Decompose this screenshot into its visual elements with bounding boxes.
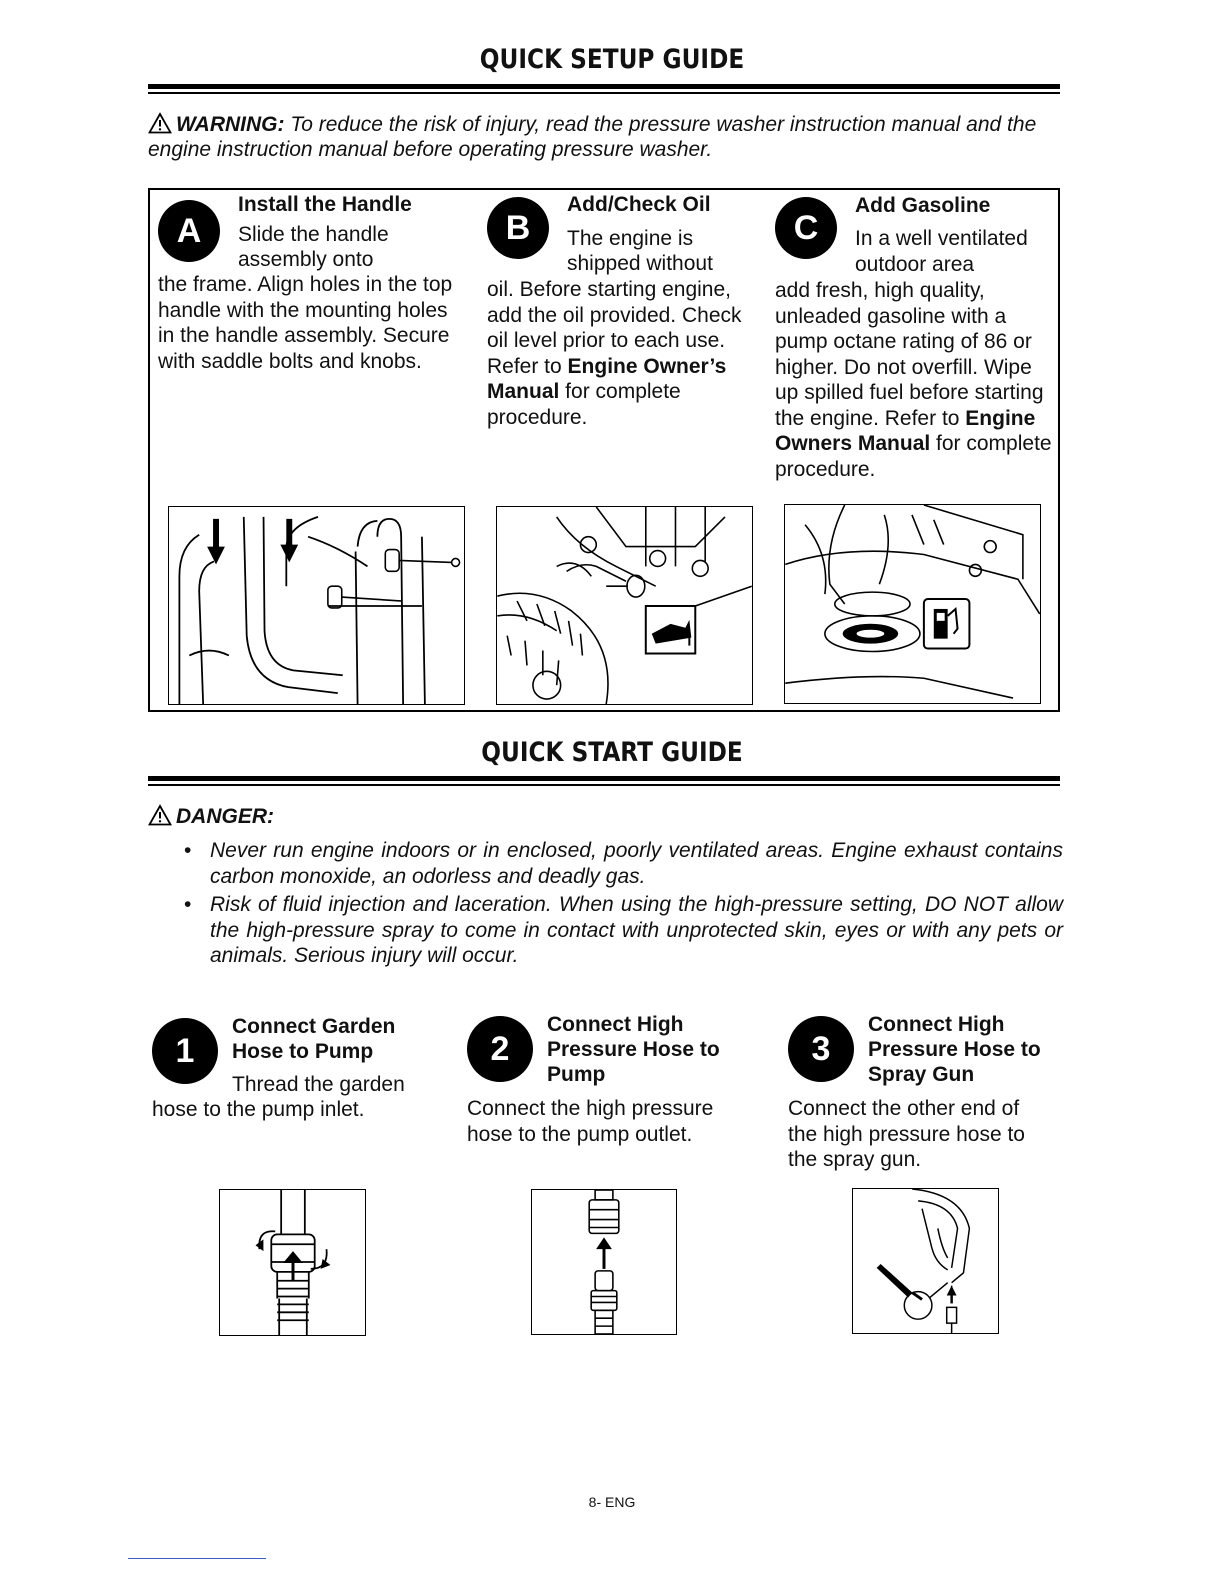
step-c-badge: C xyxy=(775,197,837,259)
step-3-title-line-3: Spray Gun xyxy=(868,1063,975,1086)
setup-title-rule-thick xyxy=(148,84,1060,89)
step-2-title-line-2: Pressure Hose to xyxy=(547,1038,720,1061)
step-a-line-1: Slide the handle xyxy=(238,223,389,246)
step-a-title: Install the Handle xyxy=(238,193,412,216)
step-3-title-line-1: Connect High xyxy=(868,1013,1005,1036)
setup-warning xyxy=(148,112,1068,162)
step-2-title-line-1: Connect High xyxy=(547,1013,684,1036)
pump-outlet-drawing xyxy=(532,1190,676,1334)
garden-hose-drawing xyxy=(220,1190,365,1335)
step-c-line-1: In a well ventilated xyxy=(855,227,1028,250)
step-3-title-line-2: Pressure Hose to xyxy=(868,1038,1041,1061)
garden-hose-illustration xyxy=(219,1189,366,1336)
oil-check-illustration xyxy=(496,506,753,705)
warning-label: WARNING: xyxy=(176,113,285,136)
step-a-text: the frame. Align holes in the top handle with the mounting holes in the handle assembly. Secure with saddle bolts and knobs. xyxy=(158,273,453,373)
warning-triangle-icon xyxy=(148,112,172,134)
spray-gun-illustration xyxy=(852,1188,999,1334)
spray-gun-drawing xyxy=(853,1189,998,1333)
setup-title: QUICK SETUP GUIDE xyxy=(479,44,745,75)
step-b-title: Add/Check Oil xyxy=(567,193,711,216)
oil-check-drawing xyxy=(497,507,752,704)
handle-install-illustration xyxy=(168,506,465,705)
step-c-title: Add Gasoline xyxy=(855,194,991,217)
step-2-badge: 2 xyxy=(467,1016,533,1082)
step-1-badge: 1 xyxy=(152,1018,218,1084)
step-1-text-top: Thread the garden xyxy=(232,1073,405,1096)
step-1-text: hose to the pump inlet. xyxy=(152,1098,365,1121)
step-a-badge: A xyxy=(158,200,220,262)
danger-list xyxy=(150,838,1063,972)
step-3-text: Connect the other end of the high pressure hose to the spray gun. xyxy=(788,1097,1025,1171)
start-title-rule-thin xyxy=(148,784,1060,786)
step-2-text: Connect the high pressure hose to the pump outlet. xyxy=(467,1097,714,1146)
step-1-title-line-2: Hose to Pump xyxy=(232,1040,374,1063)
step-c-line-2: outdoor area xyxy=(855,253,975,276)
step-b-badge: B xyxy=(487,197,549,259)
footer-link-underline xyxy=(128,1558,266,1559)
setup-title-rule-thin xyxy=(148,92,1060,94)
step-b-line-2: shipped without xyxy=(567,252,713,275)
danger-label: DANGER: xyxy=(176,805,274,828)
pump-outlet-illustration xyxy=(531,1189,677,1335)
danger-heading xyxy=(148,804,274,829)
warning-text: To reduce the risk of injury, read the pressure washer instruction manual and the engine instruction manual before operating pressure washer. xyxy=(148,113,1037,161)
step-b-text: oil. Before starting engine, add the oil provided. Check oil level prior to each use. Refer to Engine Owner’s Manual for complete procedure. xyxy=(487,278,742,429)
start-title: QUICK START GUIDE xyxy=(481,737,743,768)
step-b-line-1: The engine is xyxy=(567,227,694,250)
gasoline-drawing xyxy=(785,505,1040,703)
gasoline-illustration xyxy=(784,504,1041,704)
step-2-title-line-3: Pump xyxy=(547,1063,606,1086)
handle-install-drawing xyxy=(169,507,464,704)
step-3-badge: 3 xyxy=(788,1016,854,1082)
step-a-line-2: assembly onto xyxy=(238,248,374,271)
page-number: 8- ENG xyxy=(588,1494,636,1510)
step-c-text: add fresh, high quality, unleaded gasoline with a pump octane rating of 86 or higher. Do not overfill. Wipe up spilled fuel before starting the engine. Refer to Engine Owners Manual for complete procedure. xyxy=(775,279,1052,481)
danger-triangle-icon xyxy=(148,804,172,826)
danger-item: • Never run engine indoors or in enclosed, poorly ventilated areas. Engine exhaust contains carbon monoxide, an odorless and deadly gas. xyxy=(150,838,1063,889)
step-1-title-line-1: Connect Garden xyxy=(232,1015,396,1038)
danger-item: • Risk of fluid injection and laceration. When using the high-pressure setting, DO NOT allow the high-pressure spray to come in contact with unprotected skin, eyes or with any pets or animals. Serious injury will occur. xyxy=(150,892,1063,969)
start-title-rule-thick xyxy=(148,776,1060,781)
